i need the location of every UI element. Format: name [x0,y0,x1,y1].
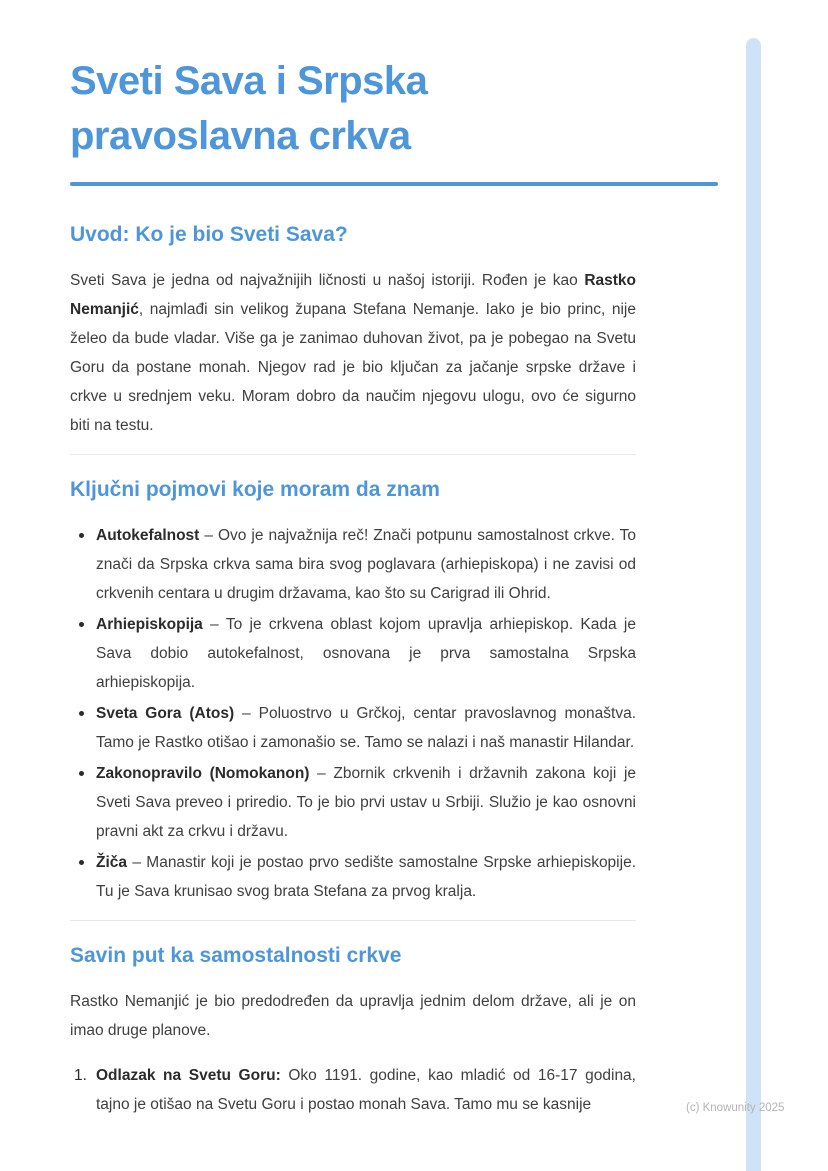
paragraph-text-before: Sveti Sava je jedna od najvažnijih ličnosti u našoj istoriji. Rođen je kao [70,272,585,289]
content-column [70,0,636,1119]
section-heading-uvod: Uvod: Ko je bio Sveti Sava? [70,223,348,246]
bullet-icon [79,533,84,538]
list-item-autokefalnost [70,521,636,608]
bold-person-name: Rastko Nemanjić [70,272,636,318]
term-label: Arhiepiskopija [96,616,203,633]
list-item-text [96,699,636,757]
term-label: Sveta Gora (Atos) [96,705,235,722]
term-label: Zakonopravilo (Nomokanon) [96,765,310,782]
term-label: Autokefalnost [96,527,200,544]
title-underline [70,182,718,186]
bullet-icon [79,771,84,776]
item-number: 1. [74,1067,87,1084]
list-item-text [96,521,636,608]
numbered-list [70,1061,636,1119]
right-edge-bar [746,38,761,1171]
bullet-icon [79,711,84,716]
list-item-zakonopravilo [70,759,636,846]
watermark: (c) Knowunity 2025 [686,1102,785,1114]
term-label: Žiča [96,854,128,871]
savin-put-paragraph: Rastko Nemanjić je bio predodređen da upravlja jednim delom države, ali je on imao druge planove. [70,993,636,1039]
term-definition: – Poluostrvo u Grčkoj, centar pravoslavnog monaštva. Tamo je Rastko otišao i zamonašio se. Tamo se nalazi i naš manastir Hilandar. [96,705,637,751]
section-heading-pojmovi: Ključni pojmovi koje moram da znam [70,478,440,501]
term-definition: – Ovo je najvažnija reč! Znači potpunu samostalnost crkve. To znači da Srpska crkva sama bira svog poglavara (arhiepiskopa) i ne zavisi od crkvenih centara u drugim državama, kao što su Carigrad ili Ohrid. [96,527,636,602]
bullet-icon [79,622,84,627]
numbered-item-text [96,1061,636,1119]
list-item-zica [70,848,636,906]
list-item-text [96,848,636,906]
page-title: Sveti Sava i Srpska pravoslavna crkva [70,59,428,158]
section-divider [70,920,636,921]
numbered-item-1 [70,1061,636,1119]
list-item-sveta-gora [70,699,636,757]
term-definition: Oko 1191. godine, kao mladić od 16-17 godina, tajno je otišao na Svetu Goru i postao monah Sava. Tamo mu se kasnije [96,1067,636,1113]
section-divider [70,454,636,455]
list-item-text [96,610,636,697]
term-definition: – Zbornik crkvenih i državnih zakona koji je Sveti Sava preveo i priredio. To je bio prvi ustav u Srbiji. Služio je kao osnovni pravni akt za crkvu i državu. [96,765,637,840]
term-definition: – Manastir koji je postao prvo sedište samostalne Srpske arhiepiskopije. Tu je Sava krunisao svog brata Stefana za prvog kralja. [96,854,636,900]
list-item-arhiepiskopija [70,610,636,697]
intro-paragraph [70,266,636,440]
bullet-icon [79,860,84,865]
term-label: Odlazak na Svetu Goru: [96,1067,281,1084]
list-item-text [96,759,636,846]
paragraph-text-after: , najmlađi sin velikog župana Stefana Nemanje. Iako je bio princ, nije želeo da bude vladar. Više ga je zanimao duhovan život, pa je pobegao na Svetu Goru da postane monah. Njegov rad je bio ključan za jačanje srpske države i crkve u srednjem veku. Moram dobro da naučim njegovu ulogu, ovo će sigurno biti na testu. [70,301,636,434]
key-terms-list [70,521,636,906]
section-heading-savin-put: Savin put ka samostalnosti crkve [70,944,402,967]
term-definition: – To je crkvena oblast kojom upravlja arhiepiskop. Kada je Sava dobio autokefalnost, osnovana je prva samostalna Srpska arhiepiskopija. [96,616,637,691]
